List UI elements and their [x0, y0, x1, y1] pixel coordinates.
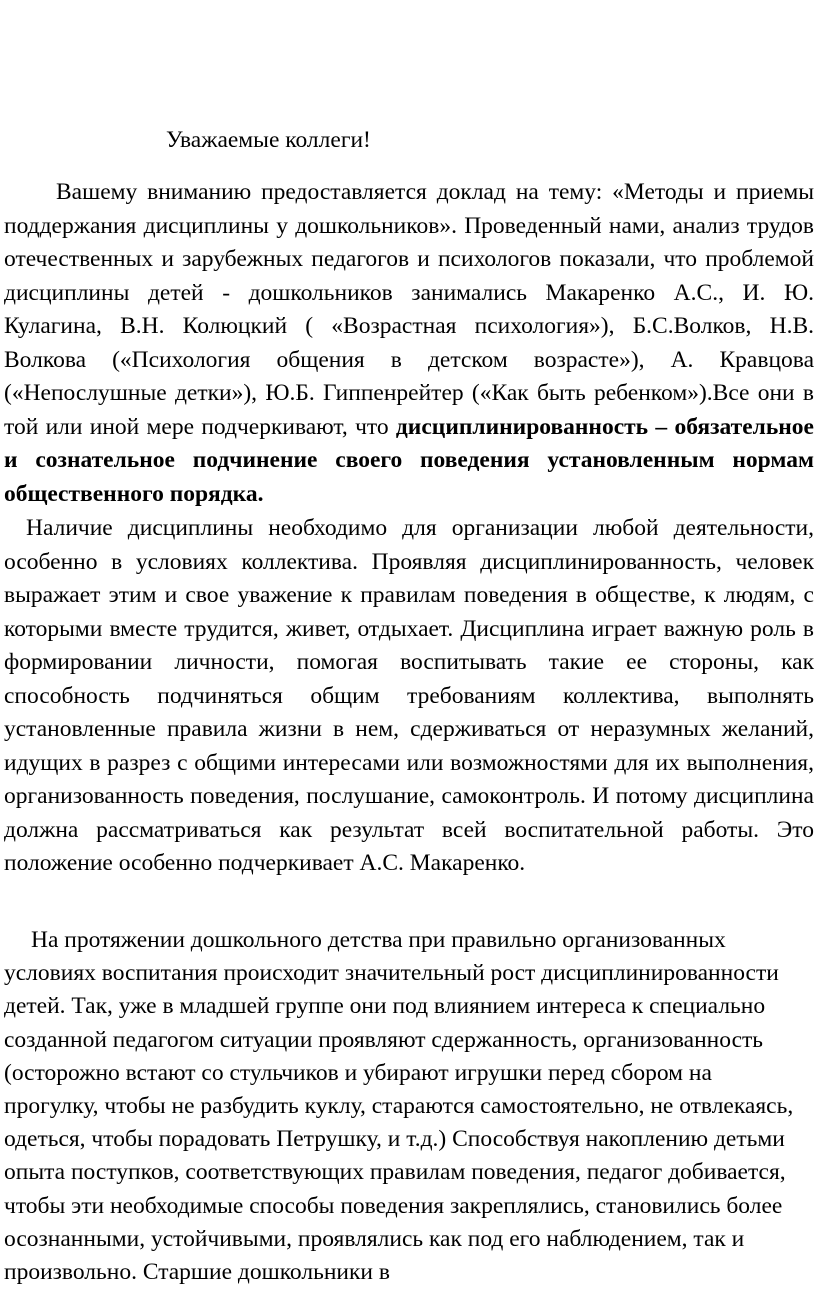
paragraph-discipline-necessity: Наличие дисциплины необходимо для организации любой деятельности, особенно в условиях коллектива. Проявляя дисциплинированность, человек выражает этим и свое уважение к правилам поведения в обществе, к людям, с которыми вместе трудится, живет, отдыхает. Дисциплина играет важную роль в формировании личности, помогая воспитывать такие ее стороны, как способность подчиняться общим требованиям коллектива, выполнять установленные правила жизни в нем, сдерживаться от неразумных желаний, идущих в разрез с общими интересами или возможностями для их выполнения, организованность поведения, послушание, самоконтроль. И потому дисциплина должна рассматриваться как результат всей воспитательной работы. Это положение особенно подчеркивает А.С. Макаренко. — [4, 515, 814, 876]
greeting-heading: Уважаемые коллеги! — [166, 127, 371, 153]
discipline-definition: дисциплинированность – обязательное и сознательное подчинение своего поведения установленным нормам общественного порядка. — [4, 413, 814, 507]
paragraph-intro-text: Вашему вниманию предоставляется доклад на тему: «Методы и приемы поддержания дисциплины у дошкольников». Проведенный нами, анализ трудов отечественных и зарубежных педагогов и психологов показали, что проблемой дисциплины детей - дошкольников занимались Макаренко А.С., И. Ю. Кулагина, В.Н. Колюцкий ( «Возрастная психология»), Б.С.Волков, Н.В. Волкова («Психология общения в детском возрасте»), А. Кравцова («Непослушные детки»), Ю.Б. Гиппенрейтер («Как быть ребенком»).Все они в той или иной мере подчеркивают, что — [4, 179, 814, 440]
paragraph-preschool-growth: На протяжении дошкольного детства при правильно организованных условиях воспитания происходит значительный рост дисциплинированности детей. Так, уже в младшей группе они под влиянием интереса к специально созданной педагогом ситуации проявляют сдержанность, организованность (осторожно встают со стульчиков и убирают игрушки перед сбором на прогулку, чтобы не разбудить куклу, стараются самостоятельно, не отвлекаясь, одеться, чтобы порадовать Петрушку, и т.д.) Способствуя накоплению детьми опыта поступков, соответствующих правилам поведения, педагог добивается, чтобы эти необходимые способы поведения закреплялись, становились более осознанными, устойчивыми, проявлялись как под его наблюдением, так и произвольно. Старшие дошкольники в — [4, 927, 794, 1286]
paragraph-intro — [4, 176, 814, 511]
